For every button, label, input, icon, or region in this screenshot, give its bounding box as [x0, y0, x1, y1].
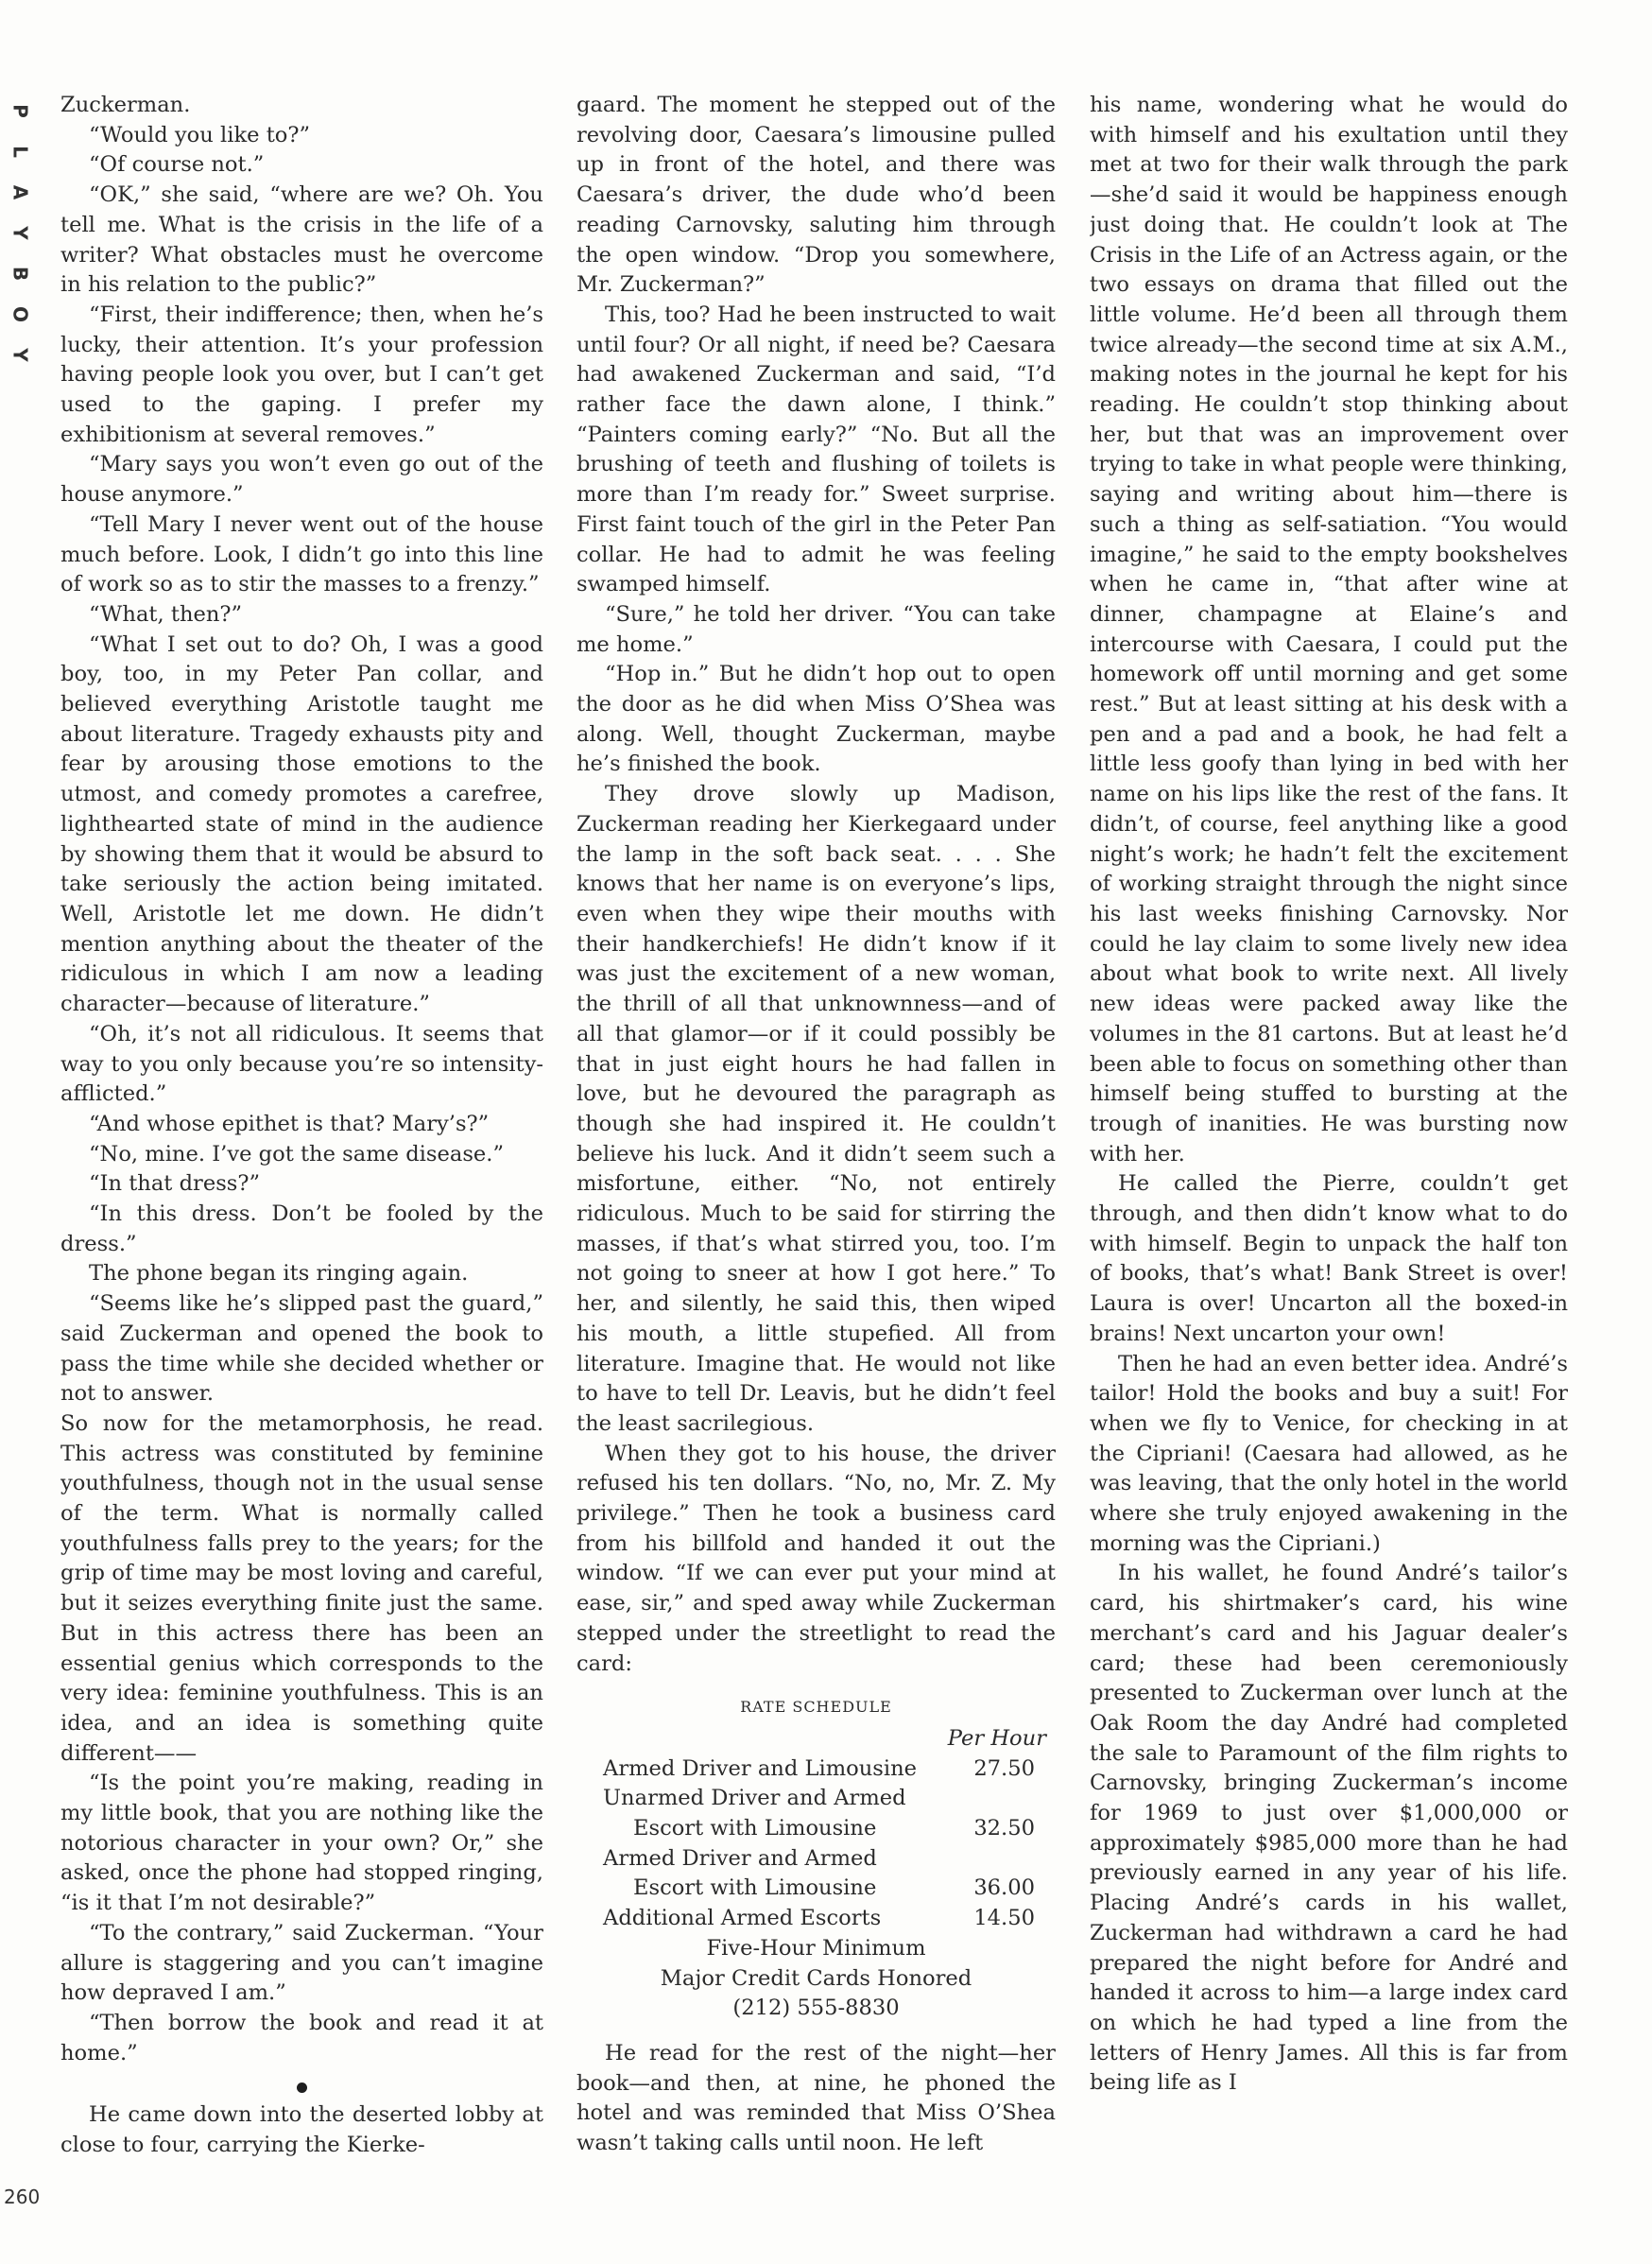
- column-1-paragraphs: [60, 91, 543, 2161]
- paragraph: “Oh, it’s not all ridiculous. It seems that way to you only because you’re so intensity-afflicted.”: [60, 1021, 543, 1107]
- paragraph: “In this dress. Don’t be fooled by the dress.”: [60, 1201, 543, 1256]
- magazine-letter: Y: [9, 226, 32, 240]
- column-2-paragraphs: [576, 91, 1056, 1679]
- paragraph: He called the Pierre, couldn’t get through, and then didn’t know what to do with himself. Begin to unpack the half ton of books, that’s what! Bank Street is over! Laura is over! Uncarton all the boxed-in brains! Next uncarton your own!: [1090, 1171, 1568, 1346]
- paragraph: He came down into the deserted lobby at close to four, carrying the Kierke-: [60, 2102, 543, 2157]
- paragraph: “Hop in.” But he didn’t hop out to open the door as he did when Miss O’Shea was along. Well, thought Zuckerman, maybe he’s finished the book.: [576, 662, 1056, 777]
- rate-line-3a: [576, 1844, 1056, 1875]
- paragraph: The phone began its ringing again.: [89, 1261, 469, 1287]
- paragraph: his name, wondering what he would do with himself and his exultation until they met at two for their walk through the park—she’d said it would be happiness enough just doing that. He couldn’t look at The Crisis in the Life of an Actress again, or the two essays on drama that filled out the little volume. He’d been all through them twice already—the second time at six A.M., making notes in the journal he kept for his reading. He couldn’t stop thinking about her, but that was an improvement over trying to take in what people were thinking, saying and writing about him—there is such a thing as self-satiation. “You would imagine,” he said to the empty bookshelves when he came in, “that after wine at dinner, champagne at Elaine’s and intercourse with Caesara, I could put the homework off until morning and get some rest.” But at least sitting at his desk with a pen and a pad and a book, he had felt a little less goofy than lying in bed with her name on his lips like the rest of the fans. It didn’t, of course, feel anything like a good night’s work; he hadn’t felt the excitement of working straight through the night since his last weeks finishing Carnovsky. Nor could he lay claim to some lively new idea about what book to write next. All lively new ideas were packed away like the volumes in the 81 cartons. But at least he’d been able to focus on something other than himself being stuffed to bursting at the trough of inanities. He was bursting now with her.: [1090, 93, 1568, 1167]
- text-column-2: [576, 91, 1056, 2208]
- paragraph: “Then borrow the book and read it at home.”: [60, 2011, 543, 2065]
- paragraph: “Is the point you’re making, reading in my little book, that you are nothing like the notorious character in your own? Or,” she asked, once the phone had stopped ringing, “is it that I’m not desirable?”: [60, 1771, 543, 1916]
- rate-line-2b-label: Escort with Limousine: [633, 1816, 877, 1841]
- rate-line-1-label: Armed Driver and Limousine: [603, 1755, 918, 1781]
- paragraph: This, too? Had he been instructed to wait until four? Or all night, if need be? Caesara had awakened Zuckerman and said, “I’d rather face the dawn alone, I think.” “Painters coming early?” “No. But all the brushing of teeth and flushing of toilets is more than I’m ready for.” Sweet surprise. First faint touch of the girl in the Peter Pan collar. He had to admit he was feeling swamped himself.: [576, 302, 1056, 597]
- paragraph: “Seems like he’s slipped past the guard,” said Zuckerman and opened the book to pass the time while she decided whether or not to answer.: [60, 1291, 543, 1407]
- paragraph: “Tell Mary I never went out of the house much before. Look, I didn’t go into this line of work so as to stir the masses to a frenzy.”: [60, 511, 543, 597]
- rate-line-2a: [576, 1784, 1056, 1814]
- rate-line-3b: [576, 1874, 1056, 1904]
- rate-line-1: [576, 1754, 1056, 1785]
- paragraph: “Of course not.”: [89, 152, 265, 178]
- rate-line-1-price: 27.50: [973, 1755, 1035, 1781]
- bullet-separator-icon: [297, 2083, 307, 2093]
- paragraph: gaard. The moment he stepped out of the revolving door, Caesara’s limousine pulled up in front of the hotel, and there was Caesara’s driver, the dude who’d been reading Carnovsky, saluting him through the open window. “Drop you somewhere, Mr. Zuckerman?”: [576, 93, 1056, 298]
- paragraph: “What I set out to do? Oh, I was a good boy, too, in my Peter Pan collar, and believed everything Aristotle taught me about literature. Tragedy exhausts pity and fear by arousing those emotions to the utmost, and comedy promotes a carefree, lighthearted state of mind in the audience by showing them that it would be absurd to take seriously the action being imitated. Well, Aristotle let me down. He didn’t mention anything about the theater of the ridiculous in which I am now a leading character—because of literature.”: [60, 631, 543, 1017]
- rate-line-2-price: 32.50: [973, 1816, 1035, 1841]
- paragraph: “And whose epithet is that? Mary’s?”: [89, 1111, 490, 1136]
- paragraph: When they got to his house, the driver refused his ten dollars. “No, no, Mr. Z. My privilege.” Then he took a business card from his billfold and handed it out the window. “If we can ever put your mind at ease, sir,” and sped away while Zuckerman stepped under the streetlight to read the card:: [576, 1441, 1056, 1676]
- paragraph: “Mary says you won’t even go out of the house anymore.”: [60, 452, 543, 508]
- rate-line-4: [576, 1904, 1056, 1934]
- paragraph: “What, then?”: [89, 601, 243, 627]
- rate-line-4-label: Additional Armed Escorts: [603, 1906, 882, 1931]
- magazine-letter: P: [9, 104, 32, 118]
- rate-line-3a-label: Armed Driver and Armed: [603, 1845, 877, 1871]
- rate-card-per-hour-label: Per Hour: [947, 1725, 1046, 1751]
- column-3-paragraphs: [1090, 91, 1568, 2099]
- paragraph: “In that dress?”: [89, 1171, 261, 1197]
- paragraph: “To the contrary,” said Zuckerman. “Your allure is staggering and you can’t imagine how depraved I am.”: [60, 1920, 543, 2006]
- paragraph: In his wallet, he found André’s tailor’s card, his shirtmaker’s card, his wine merchant’s card and his Jaguar dealer’s card; these had been ceremoniously presented to Zuckerman over lunch at the Oak Room the day André had completed the sale to Paramount of the film rights to Carnovsky, bringing Zuckerman’s income for 1969 to just over $1,000,000 or approximately $985,000 more than he had previously earned in any year of his life. Placing André’s cards in his wallet, Zuckerman had withdrawn a card he had prepared the night before for André and handed it across to him—a large index card on which he had typed a line from the letters of Henry James. All this is far from being life as I: [1090, 1561, 1568, 2096]
- rate-card-credit: Major Credit Cards Honored: [660, 1965, 972, 1991]
- page-number: 260: [4, 2186, 41, 2208]
- paragraph: He read for the rest of the night—her book—and then, at nine, he phoned the hotel and was reminded that Miss O’Shea wasn’t taking calls until noon. He left: [576, 2041, 1056, 2156]
- paragraph: “OK,” she said, “where are we? Oh. You tell me. What is the crisis in the life of a writer? What obstacles must he overcome in his relation to the public?”: [60, 182, 543, 298]
- paragraph: So now for the metamorphosis, he read. This actress was constituted by feminine youthfulness, though not in the usual sense of the term. What is normally called youthfulness falls prey to the years; for the grip of time may be most loving and careful, but it seizes everything finite just the same. But in this actress there has been an essential genius which corresponds to the very idea: feminine youthfulness. This is an idea, and an idea is something quite different——: [60, 1410, 543, 1766]
- magazine-letter: A: [9, 184, 32, 200]
- magazine-letter: B: [9, 266, 32, 282]
- column-2-after-paragraphs: [576, 2039, 1056, 2159]
- rate-line-3b-label: Escort with Limousine: [633, 1875, 877, 1901]
- paragraph: They drove slowly up Madison, Zuckerman reading her Kierkegaard under the lamp in the soft back seat. . . . She knows that her name is on everyone’s lips, even when they wipe their mouths with their handkerchiefs! He didn’t know if it was just the excitement of a new woman, the thrill of all that unknownness—and of all that glamor—or if it could possibly be that in just eight hours he had fallen in love, but he devoured the paragraph as though she had inspired it. He couldn’t believe his luck. And it didn’t seem such a misfortune, either. “No, not entirely ridiculous. Much to be said for stirring the masses, if that’s what stirred you, too. I’m not going to sneer at how I got here.” To her, and silently, he said this, then wiped his mouth, a little stupefied. All from literature. Imagine that. He would not like to have to tell Dr. Leavis, but he didn’t feel the least sacrilegious.: [576, 782, 1056, 1436]
- magazine-letter: Y: [9, 348, 32, 362]
- magazine-name-vertical: [6, 91, 34, 375]
- section-break: [60, 2072, 543, 2102]
- paragraph: Then he had an even better idea. André’s tailor! Hold the books and buy a suit! For when we fly to Venice, for checking in at the Cipriani! (Caesara had allowed, as he was leaving, that the only hotel in the world where she truly enjoyed awakening in the morning was the Cipriani.): [1090, 1351, 1568, 1556]
- text-column-3: [1090, 91, 1568, 2208]
- rate-card-phone: (212) 555-8830: [732, 1996, 900, 2021]
- magazine-letter: O: [9, 305, 32, 322]
- rate-line-2a-label: Unarmed Driver and Armed: [603, 1786, 906, 1811]
- magazine-letter: L: [9, 146, 32, 158]
- paragraph: “No, mine. I’ve got the same disease.”: [89, 1141, 505, 1167]
- rate-line-4-price: 14.50: [973, 1906, 1035, 1931]
- paragraph: Zuckerman.: [60, 93, 191, 117]
- paragraph: “First, their indifference; then, when he’s lucky, their attention. It’s your profession having people look you over, but I can’t get used to the gaping. I prefer my exhibitionism at several removes.”: [60, 302, 543, 447]
- rate-card-minimum: Five-Hour Minimum: [706, 1935, 926, 1961]
- paragraph: “Sure,” he told her driver. “You can take me home.”: [576, 601, 1056, 657]
- rate-line-2b: [576, 1814, 1056, 1844]
- rate-schedule-card: [576, 1692, 1056, 2024]
- rate-card-title: RATE SCHEDULE: [740, 1698, 892, 1717]
- rate-line-3-price: 36.00: [973, 1875, 1035, 1901]
- paragraph: “Would you like to?”: [89, 122, 311, 147]
- text-column-1: [60, 91, 543, 2208]
